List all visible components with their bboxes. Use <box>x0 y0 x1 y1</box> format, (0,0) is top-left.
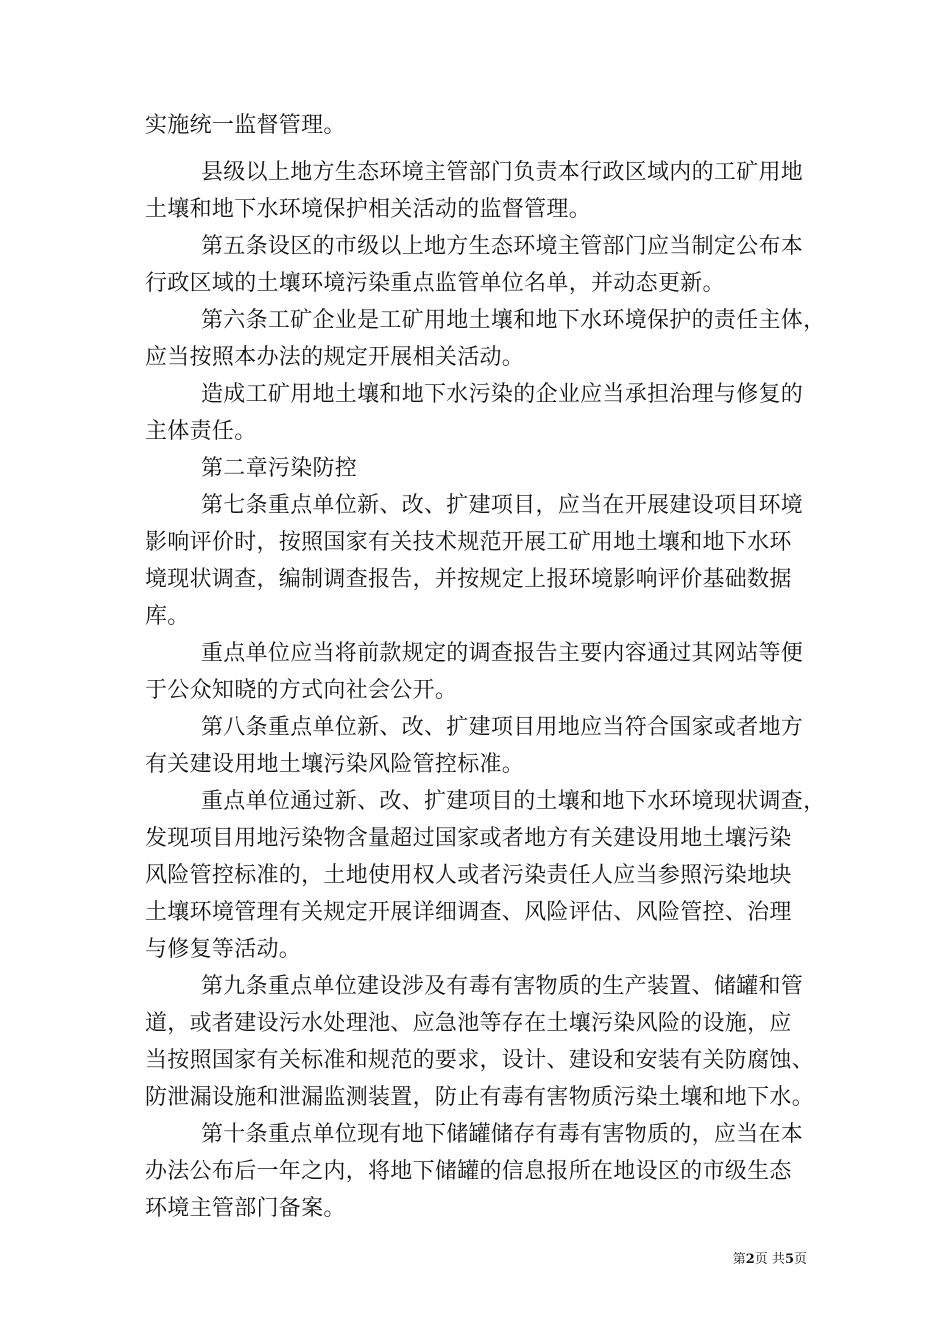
page-number-footer <box>733 1248 807 1267</box>
footer-prefix: 第 <box>732 1252 746 1267</box>
total-pages-number: 5 <box>784 1252 794 1267</box>
text-line: 第九条重点单位建设涉及有毒有害物质的生产装置、储罐和管 <box>201 974 804 999</box>
current-page-number: 2 <box>745 1252 755 1267</box>
text-line: 第五条设区的市级以上地方生态环境主管部门应当制定公布本 <box>201 234 804 259</box>
text-line: 当按照国家有关标准和规范的要求，设计、建设和安装有关防腐蚀、 <box>145 1048 815 1073</box>
text-line: 第六条工矿企业是工矿用地土壤和地下水环境保护的责任主体， <box>201 308 826 333</box>
text-line: 县级以上地方生态环境主管部门负责本行政区域内的工矿用地 <box>201 160 804 185</box>
text-line: 土壤和地下水环境保护相关活动的监督管理。 <box>145 197 592 222</box>
text-line: 办法公布后一年之内，将地下储罐的信息报所在地设区的市级生态 <box>145 1159 792 1184</box>
text-line: 境现状调查，编制调查报告，并按规定上报环境影响评价基础数据 <box>145 567 792 592</box>
text-line: 发现项目用地污染物含量超过国家或者地方有关建设用地土壤污染 <box>145 826 792 851</box>
text-line: 应当按照本办法的规定开展相关活动。 <box>145 345 525 370</box>
text-line: 第七条重点单位新、改、扩建项目，应当在开展建设项目环境 <box>201 493 804 518</box>
text-line: 风险管控标准的，土地使用权人或者污染责任人应当参照污染地块 <box>145 863 792 888</box>
text-line: 与修复等活动。 <box>145 937 302 962</box>
text-line: 实施统一监督管理。 <box>145 113 346 138</box>
chapter-heading: 第二章污染防控 <box>201 456 358 481</box>
text-line: 防泄漏设施和泄漏监测装置，防止有毒有害物质污染土壤和地下水。 <box>145 1085 815 1110</box>
text-line: 主体责任。 <box>145 419 257 444</box>
footer-suffix: 页 <box>793 1252 807 1267</box>
text-line: 第十条重点单位现有地下储罐储存有毒有害物质的，应当在本 <box>201 1122 804 1147</box>
text-line: 于公众知晓的方式向社会公开。 <box>145 678 458 703</box>
text-line: 土壤环境管理有关规定开展详细调查、风险评估、风险管控、治理 <box>145 900 792 925</box>
text-line: 行政区域的土壤环境污染重点监管单位名单，并动态更新。 <box>145 271 725 296</box>
text-line: 影响评价时，按照国家有关技术规范开展工矿用地土壤和地下水环 <box>145 530 792 555</box>
text-line: 道，或者建设污水处理池、应急池等存在土壤污染风险的设施，应 <box>145 1011 792 1036</box>
text-line: 有关建设用地土壤污染风险管控标准。 <box>145 752 525 777</box>
text-line: 库。 <box>145 604 190 629</box>
footer-middle: 页 共 <box>754 1252 785 1267</box>
text-line: 造成工矿用地土壤和地下水污染的企业应当承担治理与修复的 <box>201 382 804 407</box>
text-line: 重点单位应当将前款规定的调查报告主要内容通过其网站等便 <box>201 641 804 666</box>
text-line: 重点单位通过新、改、扩建项目的土壤和地下水环境现状调查， <box>201 789 826 814</box>
text-line: 环境主管部门备案。 <box>145 1196 346 1221</box>
text-line: 第八条重点单位新、改、扩建项目用地应当符合国家或者地方 <box>201 715 804 740</box>
